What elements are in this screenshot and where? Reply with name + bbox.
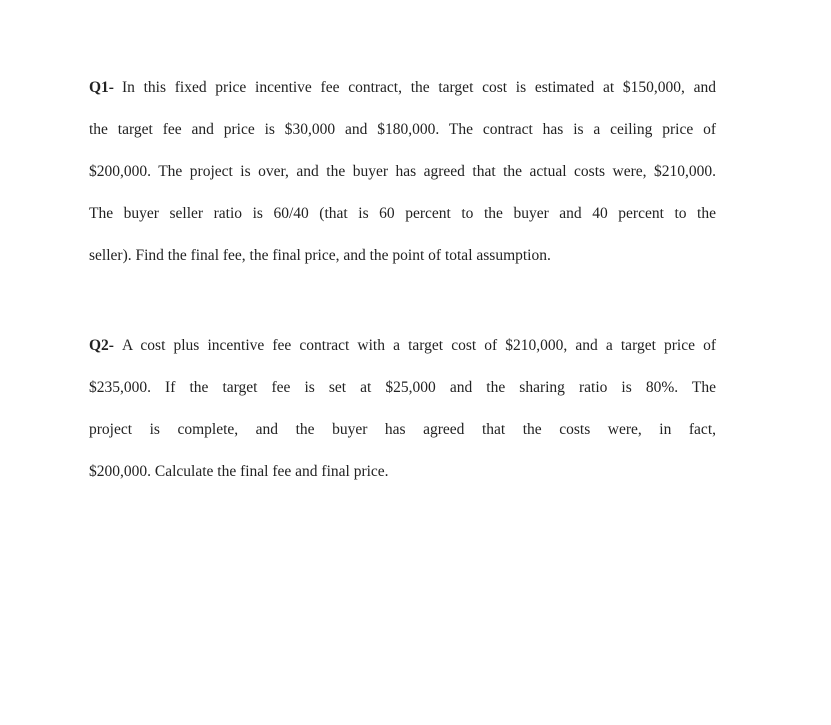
question-2-number: Q2-	[89, 337, 114, 354]
question-1-number: Q1-	[89, 79, 114, 96]
question-2	[89, 330, 716, 498]
question-2-text-line: A cost plus incentive fee contract with a target cost of $210,000, and a target price of	[121, 337, 716, 354]
question-1-text-line: $200,000. The project is over, and the buyer has agreed that the actual costs were, $210,000.	[89, 163, 716, 180]
question-1-line-1	[89, 72, 716, 114]
question-2-text-line: $200,000. Calculate the final fee and final price.	[89, 463, 389, 480]
question-1-text-line: In this fixed price incentive fee contract, the target cost is estimated at $150,000, and	[121, 79, 716, 96]
question-1-text-line: The buyer seller ratio is 60/40 (that is 60 percent to the buyer and 40 percent to the	[89, 205, 716, 222]
question-1	[89, 72, 716, 282]
question-1-text-line: seller). Find the final fee, the final price, and the point of total assumption.	[89, 247, 551, 264]
question-1-text-line: the target fee and price is $30,000 and $180,000. The contract has is a ceiling price of	[89, 121, 716, 138]
question-2-text-line: project is complete, and the buyer has agreed that the costs were, in fact,	[89, 421, 716, 438]
question-2-line-1	[89, 330, 716, 372]
question-2-text-line: $235,000. If the target fee is set at $25,000 and the sharing ratio is 80%. The	[89, 379, 716, 396]
